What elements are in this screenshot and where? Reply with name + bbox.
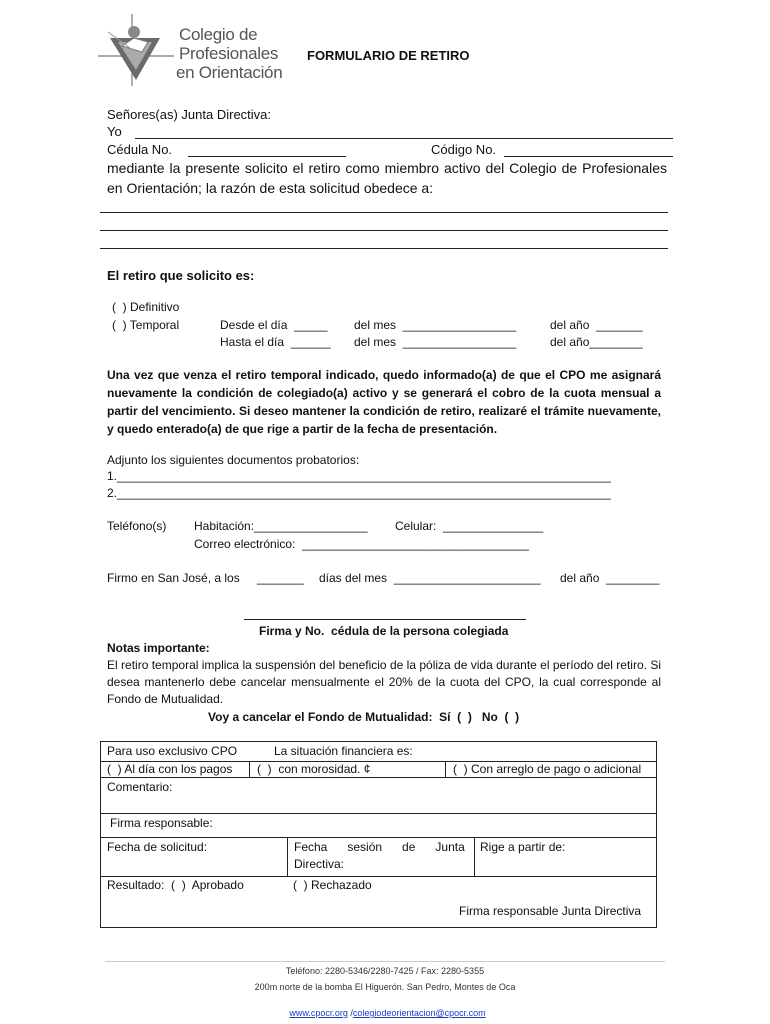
- rige-field[interactable]: Rige a partir de:: [480, 840, 566, 854]
- logo-line-1: Colegio de: [179, 25, 258, 44]
- document-line-2[interactable]: 2.__________________________________________________________________________: [107, 486, 611, 500]
- table-divider: [445, 761, 446, 777]
- reason-line-2[interactable]: [100, 230, 668, 231]
- firmo-en-label: Firmo en San José, a los: [107, 571, 240, 585]
- mutualidad-question[interactable]: Voy a cancelar el Fondo de Mutualidad: Sí ( ) No ( ): [208, 710, 520, 724]
- reason-line-1[interactable]: [100, 212, 668, 213]
- notas-text: El retiro temporal implica la suspensión del beneficio de la póliza de vida durante el período del retiro. Si desea mantenerlo debe cancelar mensualmente el 20% de la cuota del CPO, la cual corresponde al Fondo de Mutualidad.: [107, 658, 661, 706]
- footer-separator: /: [347, 1008, 353, 1018]
- habitacion-field[interactable]: Habitación:_________________: [194, 519, 368, 533]
- retiro-heading: El retiro que solicito es:: [107, 268, 255, 283]
- firma-responsable-field[interactable]: Firma responsable:: [110, 816, 213, 830]
- fecha-sesion-label-1: Fecha sesión de Junta: [294, 840, 465, 854]
- cedula-label: Cédula No.: [107, 142, 173, 157]
- email-link[interactable]: colegiodeorientacion@cpocr.com: [352, 1008, 486, 1018]
- arreglo-option[interactable]: ( ) Con arreglo de pago o adicional: [453, 762, 642, 776]
- firmo-anio-field[interactable]: del año ________: [560, 571, 660, 585]
- cedula-field-line[interactable]: [188, 156, 346, 157]
- footer-phones: Teléfono: 2280-5346/2280-7425 / Fax: 2280-5355: [285, 966, 485, 976]
- resultado-aprobado-option[interactable]: Resultado: ( ) Aprobado: [107, 878, 244, 892]
- celular-field[interactable]: Celular: _______________: [395, 519, 544, 533]
- intro-text: mediante la presente solicito el retiro como miembro activo del Colegio de Profesionales en Orientación; la razón de esta solicitud obedece a:: [107, 160, 667, 196]
- codigo-label: Código No.: [431, 142, 497, 157]
- notas-heading: Notas importante:: [107, 641, 210, 655]
- fecha-sesion-label-2: Directiva:: [294, 857, 345, 871]
- firmo-dias-field[interactable]: _______: [257, 571, 304, 585]
- al-dia-option[interactable]: ( ) Al día con los pagos: [107, 762, 233, 776]
- website-link[interactable]: www.cpocr.org: [289, 1008, 348, 1018]
- option-temporal[interactable]: ( ) Temporal: [112, 318, 180, 332]
- del-anio-field-2[interactable]: del año________: [550, 335, 643, 349]
- fecha-solicitud-field[interactable]: Fecha de solicitud:: [107, 840, 208, 854]
- cpo-use-table: [100, 741, 657, 928]
- table-divider: [101, 876, 656, 877]
- firmo-mes-field[interactable]: días del mes ______________________: [319, 571, 541, 585]
- del-mes-field-1[interactable]: del mes _________________: [354, 318, 517, 332]
- adjunto-label: Adjunto los siguientes documentos probatorios:: [107, 453, 360, 467]
- footer-divider: [105, 961, 665, 962]
- salutation: Señores(as) Junta Directiva:: [107, 107, 272, 122]
- situacion-label: La situación financiera es:: [274, 744, 413, 758]
- option-definitivo[interactable]: ( ) Definitivo: [112, 300, 180, 314]
- yo-field-line[interactable]: [135, 138, 673, 139]
- logo-line-2: Profesionales: [179, 44, 279, 63]
- desde-dia-field[interactable]: Desde el día _____: [220, 318, 328, 332]
- footer-address: 200m norte de la bomba El Higuerón. San Pedro, Montes de Oca: [254, 982, 516, 992]
- table-divider: [101, 777, 656, 778]
- comentario-field[interactable]: Comentario:: [107, 780, 173, 794]
- rechazado-option[interactable]: ( ) Rechazado: [293, 878, 372, 892]
- correo-field[interactable]: Correo electrónico: __________________________________: [194, 537, 529, 551]
- codigo-field-line[interactable]: [504, 156, 673, 157]
- morosidad-option[interactable]: ( ) con morosidad. ¢: [257, 762, 371, 776]
- signature-line[interactable]: [244, 619, 526, 620]
- logo: [96, 12, 283, 94]
- table-divider: [101, 837, 656, 838]
- hasta-dia-field[interactable]: Hasta el día ______: [220, 335, 331, 349]
- reason-line-3[interactable]: [100, 248, 668, 249]
- firma-caption: Firma y No. cédula de la persona colegiada: [259, 624, 509, 638]
- logo-line-3: en Orientación: [176, 63, 283, 82]
- yo-label: Yo: [107, 124, 122, 139]
- form-title: FORMULARIO DE RETIRO: [307, 48, 470, 63]
- document-line-1[interactable]: 1.__________________________________________________________________________: [107, 469, 611, 483]
- del-mes-field-2[interactable]: del mes _________________: [354, 335, 517, 349]
- table-divider: [474, 837, 475, 876]
- footer-links: [0, 998, 770, 1018]
- telefono-label: Teléfono(s): [107, 519, 167, 533]
- firma-junta-label: Firma responsable Junta Directiva: [459, 904, 642, 918]
- table-divider: [249, 761, 250, 777]
- table-divider: [101, 813, 656, 814]
- table-divider: [287, 837, 288, 876]
- temporal-notice: Una vez que venza el retiro temporal indicado, quedo informado(a) de que el CPO me asignará nuevamente la condición de colegiado(a) activo y se generará el cobro de la cuota mensual a partir del vencimiento. Si deseo mantener la condición de retiro, realizaré el trámite nuevamente, y quedo enterado(a) de que rige a partir de la fecha de presentación.: [107, 368, 661, 436]
- del-anio-field-1[interactable]: del año _______: [550, 318, 643, 332]
- uso-exclusivo-label: Para uso exclusivo CPO: [107, 744, 238, 758]
- logo-emblem-icon: [96, 12, 176, 94]
